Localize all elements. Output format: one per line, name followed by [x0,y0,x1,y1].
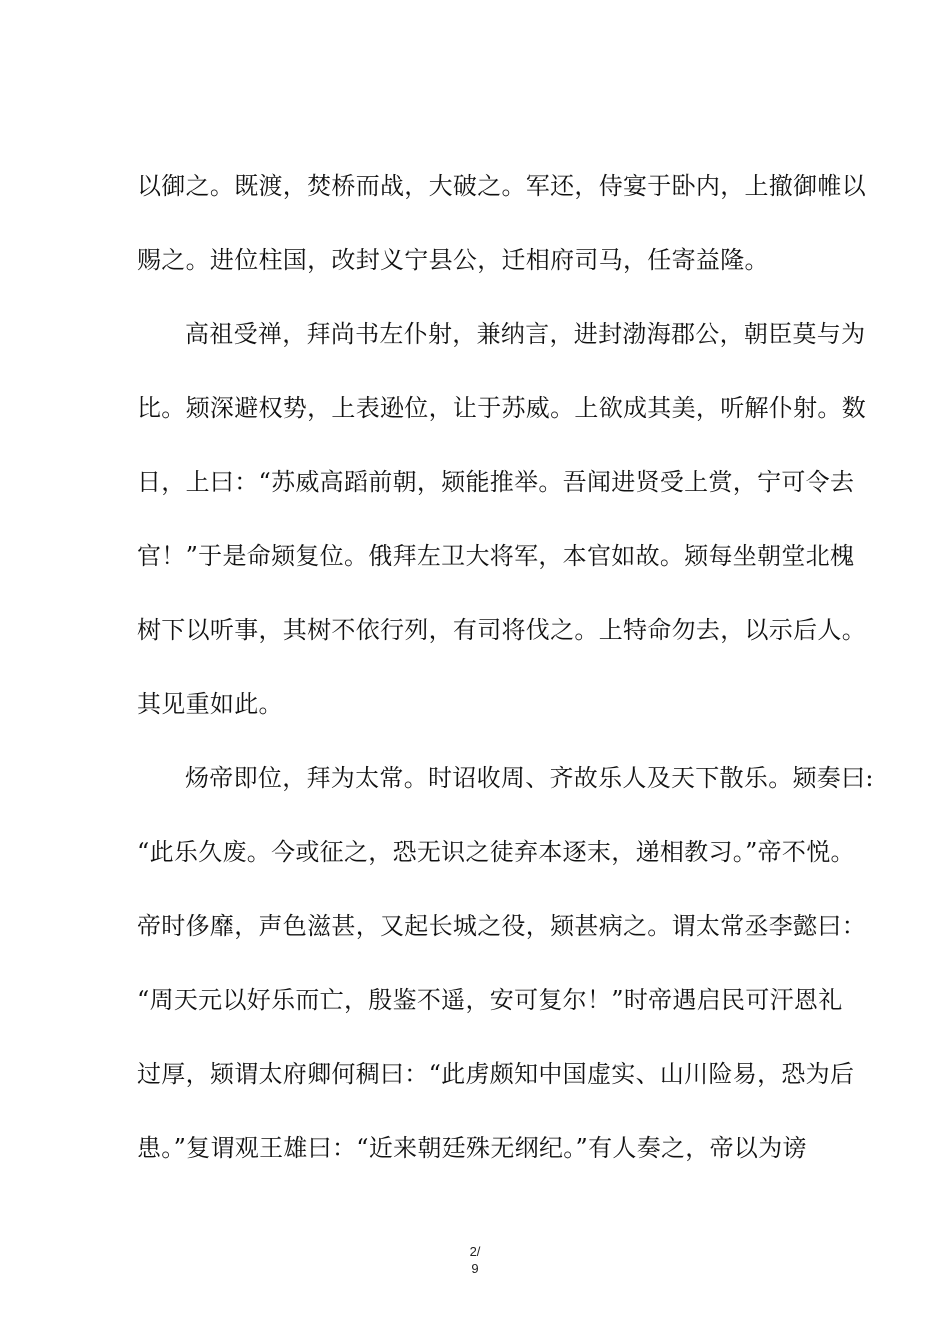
text-line: 树下以听事，其树不依行列，有司将伐之。上特命勿去，以示后人。 [137,616,866,644]
text-line: 患。”复谓观王雄曰：“近来朝廷殊无纲纪。”有人奏之，帝以为谤 [137,1134,807,1162]
page-number-top: 2/ [469,1244,481,1259]
text-line: 日，上曰：“苏威高蹈前朝，颎能推举。吾闻进贤受上赏，宁可令去 [137,468,855,496]
paragraph-start-line: 高祖受禅，拜尚书左仆射，兼纳言，进封渤海郡公，朝臣莫与为 [185,320,866,348]
body-text [137,166,874,1202]
text-line: 其见重如此。 [137,690,283,718]
text-line: 以御之。既渡，焚桥而战，大破之。军还，侍宴于卧内，上撤御帷以 [137,172,866,200]
text-line: 比。颎深避权势，上表逊位，让于苏威。上欲成其美，听解仆射。数 [137,394,866,422]
text-line: “周天元以好乐而亡，殷鉴不遥，安可复尔！”时帝遇启民可汗恩礼 [137,986,843,1014]
text-line: 赐之。进位柱国，改封义宁县公，迁相府司马，任寄益隆。 [137,246,769,274]
text-line: 过厚，颎谓太府卿何稠曰：“此虏颇知中国虚实、山川险易，恐为后 [137,1060,855,1088]
text-line: 帝时侈靡，声色滋甚，又起长城之役，颎甚病之。谓太常丞李懿曰： [137,912,866,940]
paragraph-start-line: 炀帝即位，拜为太常。时诏收周、齐故乐人及天下散乐。颎奏曰: [185,764,874,792]
text-line: “此乐久废。今或征之，恐无识之徒弃本逐末，递相教习。”帝不悦。 [137,838,855,866]
page-number-bottom: 9 [471,1261,479,1276]
text-line: 官！”于是命颎复位。俄拜左卫大将军，本官如故。颎每坐朝堂北槐 [137,542,855,570]
